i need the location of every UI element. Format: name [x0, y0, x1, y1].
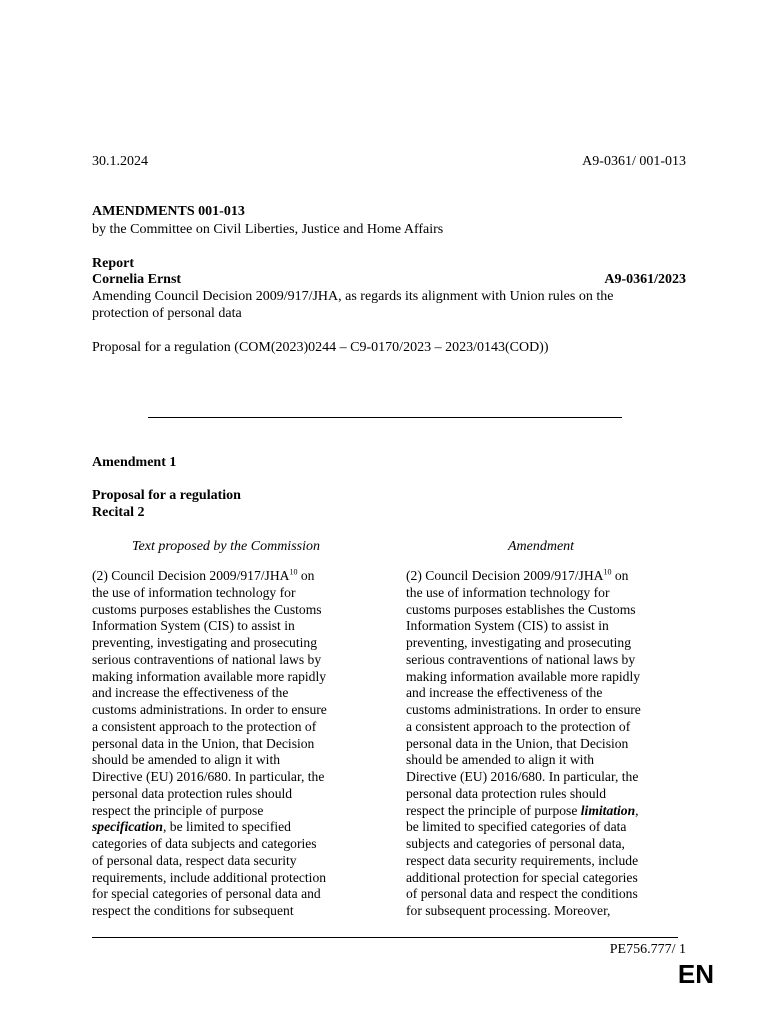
- footnote-marker: 10: [289, 567, 298, 577]
- commission-text-emphasis: specification: [92, 819, 163, 835]
- page-reference: PE756.777/ 1: [609, 942, 686, 957]
- amendment-text-column: [406, 568, 678, 920]
- amendment-text-part1: on the use of information technology for customs purposes establishes the Customs Information System (CIS) to assist in preventing, investigating and prosecuting serious contraventions of national laws by making information available more rapidly and increase the effectiveness of the customs administrations. In order to ensure a consistent approach to the protection of personal data in the Union, that Decision should be amended to align it with Directive (EU) 2016/680. In particular, the personal data protection rules should respect the principle of purpose: [406, 568, 641, 818]
- report-number: A9-0361/2023: [604, 272, 686, 287]
- proposal-label: Proposal for a regulation: [92, 488, 241, 503]
- report-label: Report: [92, 256, 134, 271]
- recital-label: Recital 2: [92, 505, 145, 520]
- proposal-reference: Proposal for a regulation (COM(2023)0244 – C9-0170/2023 – 2023/0143(COD)): [92, 340, 549, 355]
- commission-text-heading: Text proposed by the Commission: [132, 539, 320, 554]
- footnote-marker: 10: [603, 567, 612, 577]
- amendment-number: Amendment 1: [92, 455, 177, 470]
- amendment-text-heading: Amendment: [507, 539, 575, 554]
- footer-rule: [92, 937, 678, 938]
- rapporteur-name: Cornelia Ernst: [92, 272, 182, 287]
- subject-line-2: protection of personal data: [92, 306, 242, 321]
- committee-line: by the Committee on Civil Liberties, Justice and Home Affairs: [92, 222, 444, 237]
- amendment-text-emphasis: limitation: [580, 802, 636, 818]
- document-reference: A9-0361/ 001-013: [582, 154, 686, 169]
- language-code: EN: [677, 959, 714, 989]
- commission-text-intro: (2) Council Decision 2009/917/JHA: [92, 568, 290, 583]
- amendment-text-intro: (2) Council Decision 2009/917/JHA: [406, 568, 604, 583]
- commission-text-part1: on the use of information technology for customs purposes establishes the Customs Information System (CIS) to assist in preventing, investigating and prosecuting serious contraventions of national laws by making information available more rapidly and increase the effectiveness of the customs administrations. In order to ensure a consistent approach to the protection of personal data in the Union, that Decision should be amended to align it with Directive (EU) 2016/680. In particular, the personal data protection rules should respect the principle of purpose: [92, 568, 327, 818]
- subject-line-1: Amending Council Decision 2009/917/JHA, as regards its alignment with Union rules on the: [92, 289, 614, 304]
- amendments-title: AMENDMENTS 001-013: [92, 204, 245, 219]
- amendment-text-part2: , be limited to specified categories of data subjects and categories of personal data, respect data security requirements, include additional protection for special categories of personal data and respect the conditions for subsequent processing. Moreover,: [406, 802, 639, 918]
- commission-text-column: [92, 568, 364, 920]
- commission-text-part2: , be limited to specified categories of data subjects and categories of personal data, respect data security requirements, include additional protection for special categories of personal data and respect the conditions for subsequent: [92, 819, 327, 918]
- section-divider: [148, 417, 622, 418]
- document-date: 30.1.2024: [92, 154, 148, 169]
